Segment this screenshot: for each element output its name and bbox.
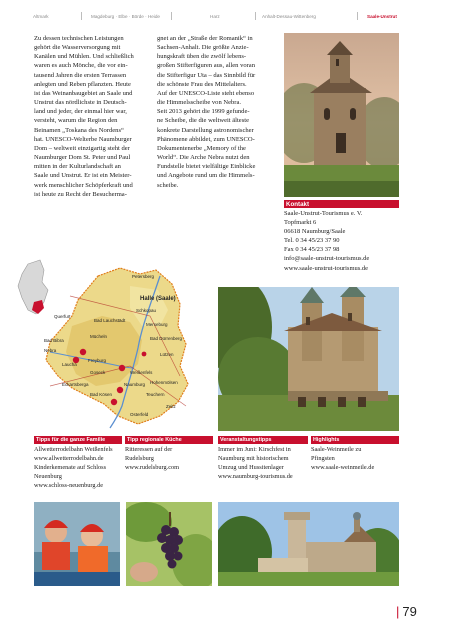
family-tips-box — [34, 436, 122, 490]
tip-link[interactable]: www.schloss-neuenburg.de — [34, 482, 104, 489]
text-line: Zu dessen technischen Leistungen — [34, 35, 124, 42]
top-navigation — [33, 12, 403, 24]
map-label: Laucha — [62, 362, 77, 367]
map-label: Freyburg — [88, 358, 107, 363]
text-line: Naumburger Dom St. Peter und Paul — [34, 154, 131, 162]
map-label: Bad Kösen — [90, 392, 113, 397]
text-line: Sachsen-Anhalt. Die größte Anzie- — [157, 44, 249, 52]
page-number — [396, 604, 417, 619]
text-line: ist das Weinanbaugebiet an Saale und — [34, 89, 133, 97]
text-line: konkrete Darstellung astronomischer — [157, 126, 254, 134]
contact-organization: Saale-Unstrut-Tourismus e. V. — [284, 210, 363, 217]
text-line: Dom – weltweit einzigartig steht der — [34, 144, 130, 152]
text-line: waren es auch Mönche, die vor ein- — [34, 62, 128, 70]
page-number-marker: | — [396, 604, 400, 619]
saale-unstrut-region-shape — [46, 268, 188, 424]
tip-link[interactable]: www.naumburg-tourismus.de — [218, 473, 293, 480]
tip-line: Immer im Juni: Kirschfest in — [218, 446, 291, 453]
contact-city: 06618 Naumburg/Saale — [284, 228, 346, 236]
contact-heading: Kontakt — [284, 200, 399, 208]
map-label: Osterfeld — [130, 412, 149, 417]
map-label: Bad Bibra — [44, 338, 64, 343]
text-line: großen Stifterfiguren aus, allen voran — [157, 62, 255, 70]
castle-photo — [218, 502, 399, 586]
text-line: land und jeder, der einmal hier war, — [34, 108, 127, 116]
tip-line: Saale-Weinmeile zu — [311, 446, 362, 453]
text-line: versteht, warum die Region den — [34, 117, 118, 125]
map-label: Querfurt — [54, 314, 71, 319]
tip-link[interactable]: www.saale-weinmeile.de — [311, 464, 375, 471]
map-label: Nebra — [44, 348, 57, 353]
contact-website-link[interactable]: www.saale-unstrut-tourismus.de — [284, 264, 369, 272]
map-label: Zeitz — [166, 404, 176, 409]
map-label: Schkopau — [136, 308, 157, 313]
grapes-photo — [126, 502, 212, 586]
contact-box — [284, 200, 399, 273]
map-label: Weißenfels — [130, 370, 153, 375]
nav-item-harz[interactable]: Harz — [210, 14, 220, 19]
nav-divider — [357, 12, 358, 20]
text-line: Dokumentenerbe „Memory of the — [157, 144, 246, 152]
text-line: World“. Die Arche Nebra nutzt den — [157, 154, 250, 162]
tip-line: Pfingsten — [311, 455, 335, 462]
map-label: Teuchern — [146, 392, 165, 397]
tip-line: Neuenburg — [34, 473, 62, 480]
article-column-1 — [34, 34, 146, 199]
nav-divider — [171, 12, 172, 20]
text-line: mitten in der Kulturlandschaft an — [34, 163, 121, 171]
highlights-heading: Highlights — [311, 436, 399, 444]
tip-link[interactable]: www.allwetterrodelbahn.de — [34, 455, 104, 462]
text-line: Saale und Unstrut. Er ist ein Meister- — [34, 172, 132, 180]
text-line: und Angebote rund um die Himmels- — [157, 172, 255, 180]
nav-divider — [81, 12, 82, 20]
text-line: anlegten und Reben pflanzten. Heute — [34, 80, 131, 88]
map-label: Lützen — [160, 352, 174, 357]
text-line: Unstrut das nördlichste in Deutsch- — [34, 99, 127, 107]
nav-item-altmark[interactable]: Altmark — [33, 14, 49, 19]
map-label: Bad Dürrenberg — [150, 336, 183, 341]
text-line: Beinamen „Toskana des Nordens“ — [34, 126, 124, 134]
tip-link[interactable]: www.rudelsburg.com — [125, 464, 180, 471]
tip-line: Allwetterrodelbahn Weißenfels — [34, 446, 113, 453]
map-label: Halle (Saale) — [140, 296, 176, 302]
tip-line: Ritteressen auf der — [125, 446, 173, 453]
region-map — [10, 256, 215, 434]
tip-line: Kinderkemenate auf Schloss — [34, 464, 107, 471]
children-rafting-photo — [34, 502, 120, 586]
regional-cuisine-heading: Tipp regionale Küche — [125, 436, 213, 444]
page-number-value: 79 — [402, 604, 417, 619]
contact-phone: Tel. 0 34 45/23 37 90 — [284, 237, 340, 245]
regional-cuisine-box — [125, 436, 213, 472]
family-tips-heading: Tipps für die ganze Familie — [34, 436, 122, 444]
contact-email-link[interactable]: info@saale-unstrut-tourismus.de — [284, 255, 370, 263]
map-label: Mücheln — [90, 334, 108, 339]
highlights-box — [311, 436, 399, 472]
chapel-photo — [284, 33, 399, 197]
text-line: Seit 2013 gehört die 1999 gefunde- — [157, 108, 250, 116]
event-tips-heading: Veranstaltungstipps — [218, 436, 308, 444]
tip-line: Rudelsburg — [125, 455, 154, 462]
map-label: Goseck — [90, 370, 106, 375]
text-line: Phänomene abbildet, zum UNESCO- — [157, 135, 255, 143]
contact-street: Topfmarkt 6 — [284, 219, 317, 227]
map-label: Eckartsberga — [62, 382, 89, 387]
text-line: hungskraft üben die zwölf lebens- — [157, 53, 247, 61]
tip-line: Umzug und Hussitenlager — [218, 464, 284, 471]
map-label: Bad Lauchstädt — [94, 318, 126, 323]
map-label: Merseburg — [146, 322, 168, 327]
text-line: gehört die Wasserversorgung mit — [34, 44, 121, 52]
cathedral-photo — [218, 287, 399, 431]
tip-line: Naumburg mit historischem — [218, 455, 289, 462]
text-line: tausend Jahren die ersten Terrassen — [34, 71, 127, 79]
text-line: die Stifterfigur Uta – das Sinnbild für — [157, 71, 256, 79]
event-tips-box — [218, 436, 308, 481]
nav-item-saale-unstrut[interactable]: Saale-Unstrut — [367, 14, 397, 19]
map-label: Hohenmölsen — [150, 380, 178, 385]
article-column-2 — [157, 34, 277, 190]
nav-divider — [255, 12, 256, 20]
text-line: gnet an der „Straße der Romanik“ in — [157, 35, 253, 42]
text-line: ist heute zu Recht der Besucherma- — [34, 190, 127, 198]
map-label: Petersberg — [132, 274, 155, 279]
text-line: die Himmelsscheibe von Nebra. — [157, 99, 241, 107]
text-line: die schönste Frau des Mittelalters. — [157, 80, 247, 88]
text-line: Auf der UNESCO-Liste steht ebenso — [157, 89, 255, 97]
text-line: Fundstelle bietet vielfältige Einblicke — [157, 163, 256, 171]
text-line: Kanälen und Mühlen. Und schließlich — [34, 53, 134, 61]
text-line: werk menschlicher Schöpferkraft und — [34, 181, 133, 189]
nav-item-anhalt[interactable]: Anhalt-Dessau-Wittenberg — [262, 14, 316, 19]
text-line: ne Scheibe, die die weltweit älteste — [157, 117, 249, 125]
nav-item-magdeburg[interactable]: Magdeburg · Elbe · Börde · Heide — [91, 14, 160, 19]
map-label: Naumburg — [124, 382, 146, 387]
text-line: hat. UNESCO-Welterbe Naumburger — [34, 135, 132, 143]
state-inset-map — [18, 260, 48, 314]
text-line: scheibe. — [157, 181, 179, 189]
contact-fax: Fax 0 34 45/23 37 98 — [284, 246, 340, 254]
